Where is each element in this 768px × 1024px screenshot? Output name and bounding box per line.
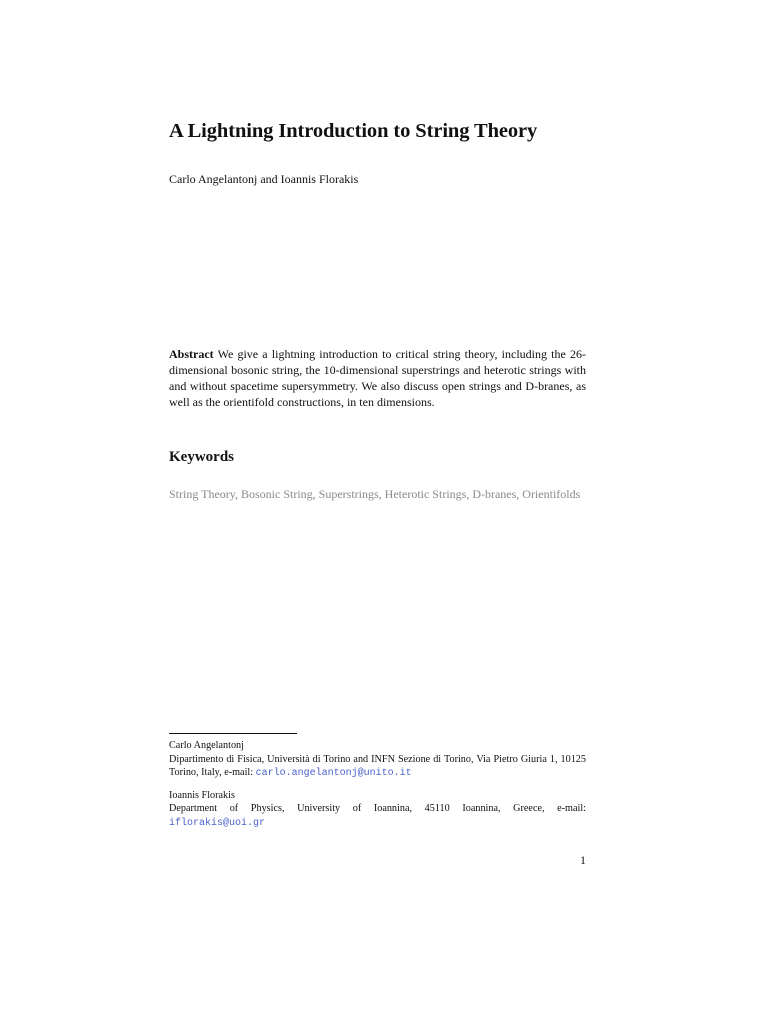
footnote-author-1-affiliation — [169, 753, 586, 781]
footnote-author-1 — [169, 739, 586, 781]
email-link-angelantonj[interactable]: carlo.angelantonj@unito.it — [255, 768, 412, 779]
abstract — [169, 346, 586, 410]
footnote-author-2-name: Ioannis Florakis — [169, 789, 235, 801]
page-number: 1 — [580, 853, 586, 867]
abstract-label: Abstract — [169, 347, 214, 361]
abstract-text: We give a lightning introduction to critical string theory, including the 26-dimensional bosonic string, the 10-dimensional superstrings and heterotic strings with and without spacetime supersymmetry. We also discuss open strings and D-branes, as well as the orientifold constructions, in ten dimensions. — [169, 347, 586, 409]
footnote-author-1-affiliation-text: Dipartimento di Fisica, Università di Torino and INFN Sezione di Torino, Via Pietro Giuria 1, 10125 Torino, Italy, e-mail: — [169, 753, 586, 778]
footnotes — [169, 739, 586, 838]
keywords-list: String Theory, Bosonic String, Superstrings, Heterotic Strings, D-branes, Orientifolds — [169, 487, 581, 501]
footnote-author-2-affiliation — [169, 802, 586, 830]
footnote-author-2-affiliation-text: Department of Physics, University of Ioannina, 45110 Ioannina, Greece, e-mail: — [169, 803, 586, 814]
footnote-author-1-name: Carlo Angelantonj — [169, 740, 244, 751]
keywords-heading: Keywords — [169, 449, 234, 465]
author-list: Carlo Angelantonj and Ioannis Florakis — [169, 172, 359, 186]
footnote-separator — [169, 733, 297, 734]
email-link-florakis[interactable]: iflorakis@uoi.gr — [169, 817, 266, 829]
footnote-author-2 — [169, 789, 586, 831]
paper-title: A Lightning Introduction to String Theory — [169, 120, 538, 142]
